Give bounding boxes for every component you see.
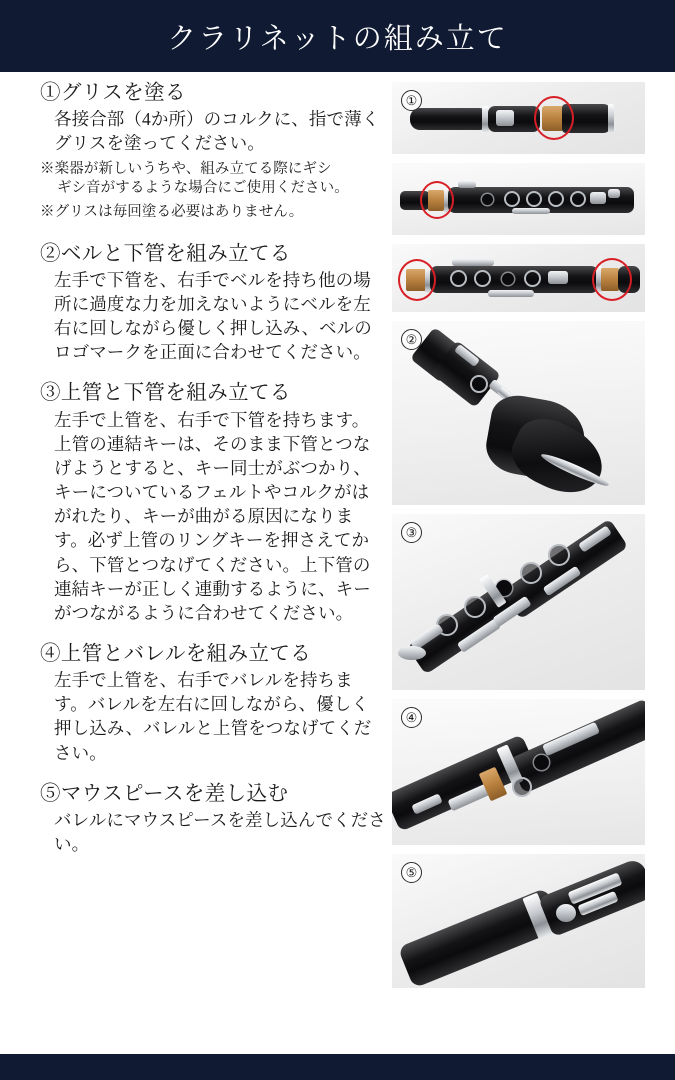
highlight-circle-cork-1: [534, 96, 574, 140]
step-5: [40, 781, 386, 857]
photos-column: [392, 82, 675, 997]
step-1-note-1: [40, 160, 386, 199]
photo-badge-4: ④: [401, 707, 422, 728]
photo-step2-image: [392, 321, 645, 505]
photo-step1-joints-image: [392, 163, 645, 235]
highlight-circle-cork-4: [592, 258, 632, 301]
instructions-column: [0, 80, 392, 870]
photo-step1-joints: [392, 163, 645, 235]
photo-step4-image: [392, 699, 645, 845]
photo-step4: [392, 699, 645, 845]
footer-bar: [0, 1054, 675, 1080]
photo-step1-lowerjoint: [392, 244, 645, 312]
photo-step3-image: [392, 514, 645, 690]
step-2-title: ②ベルと下管を組み立てる: [40, 242, 291, 265]
step-3: [40, 380, 386, 625]
step-1: [40, 80, 386, 223]
step-4: [40, 641, 386, 765]
step-5-title: ⑤マウスピースを差し込む: [40, 782, 289, 805]
step-1-note-2: ※グリスは毎回塗る必要はありません。: [40, 203, 304, 220]
step-2-body: 左手で下管を、右手でベルを持ち他の場所に過度な力を加えないようにベルを左右に回しながら優しく押し込み、ベルのロゴマークを正面に合わせてください。: [54, 269, 372, 363]
photo-step5-image: [392, 854, 645, 988]
step-1-title: ①グリスを塗る: [40, 82, 186, 104]
photo-step5: [392, 854, 645, 988]
page-title: クラリネットの組み立て: [167, 22, 508, 55]
step-4-title: ④上管とバレルを組み立てる: [40, 642, 312, 665]
page-header: [0, 0, 675, 72]
step-3-title: ③上管と下管を組み立てる: [40, 382, 291, 405]
step-3-body: 左手で上管を、右手で下管を持ちます。上管の連結キーは、そのまま下管とつなげようとすると、キー同士がぶつかり、キーについているフェルトやコルクがはがれたり、キーが曲がる原因になります。必ず上管のリングキーを押さえてから、下管とつなげてください。上下管の連結キーが正しく連動するように、キーがつながるように合わせてください。: [54, 409, 371, 623]
photo-step1-mouthpiece-image: [392, 82, 645, 154]
photo-step1-mouthpiece: [392, 82, 645, 154]
step-5-body: バレルにマウスピースを差し込んでください。: [54, 810, 386, 855]
photo-badge-3: ③: [401, 522, 422, 543]
step-2: [40, 241, 386, 365]
photo-step3: [392, 514, 645, 690]
step-1-body: 各接合部（4か所）のコルクに、指で薄くグリスを塗ってください。: [54, 109, 380, 154]
photo-step1-lowerjoint-image: [392, 244, 645, 312]
highlight-circle-cork-3: [398, 259, 436, 301]
photo-badge-5: ⑤: [401, 862, 422, 883]
step-1-note-line-2: ギシ音がするような場合にご使用ください。: [57, 180, 349, 197]
photo-badge-1: ①: [401, 90, 422, 111]
step-4-body: 左手で上管を、右手でバレルを持ちます。バレルを左右に回しながら、優しく押し込み、バレルと上管をつなげてください。: [54, 670, 372, 763]
photo-step2: [392, 321, 645, 505]
step-1-note-line-1: ※楽器が新しいうちや、組み立てる際にギシ: [40, 160, 332, 177]
highlight-circle-cork-2: [420, 181, 454, 219]
photo-badge-2: ②: [401, 329, 422, 350]
page-body: [0, 72, 675, 1054]
